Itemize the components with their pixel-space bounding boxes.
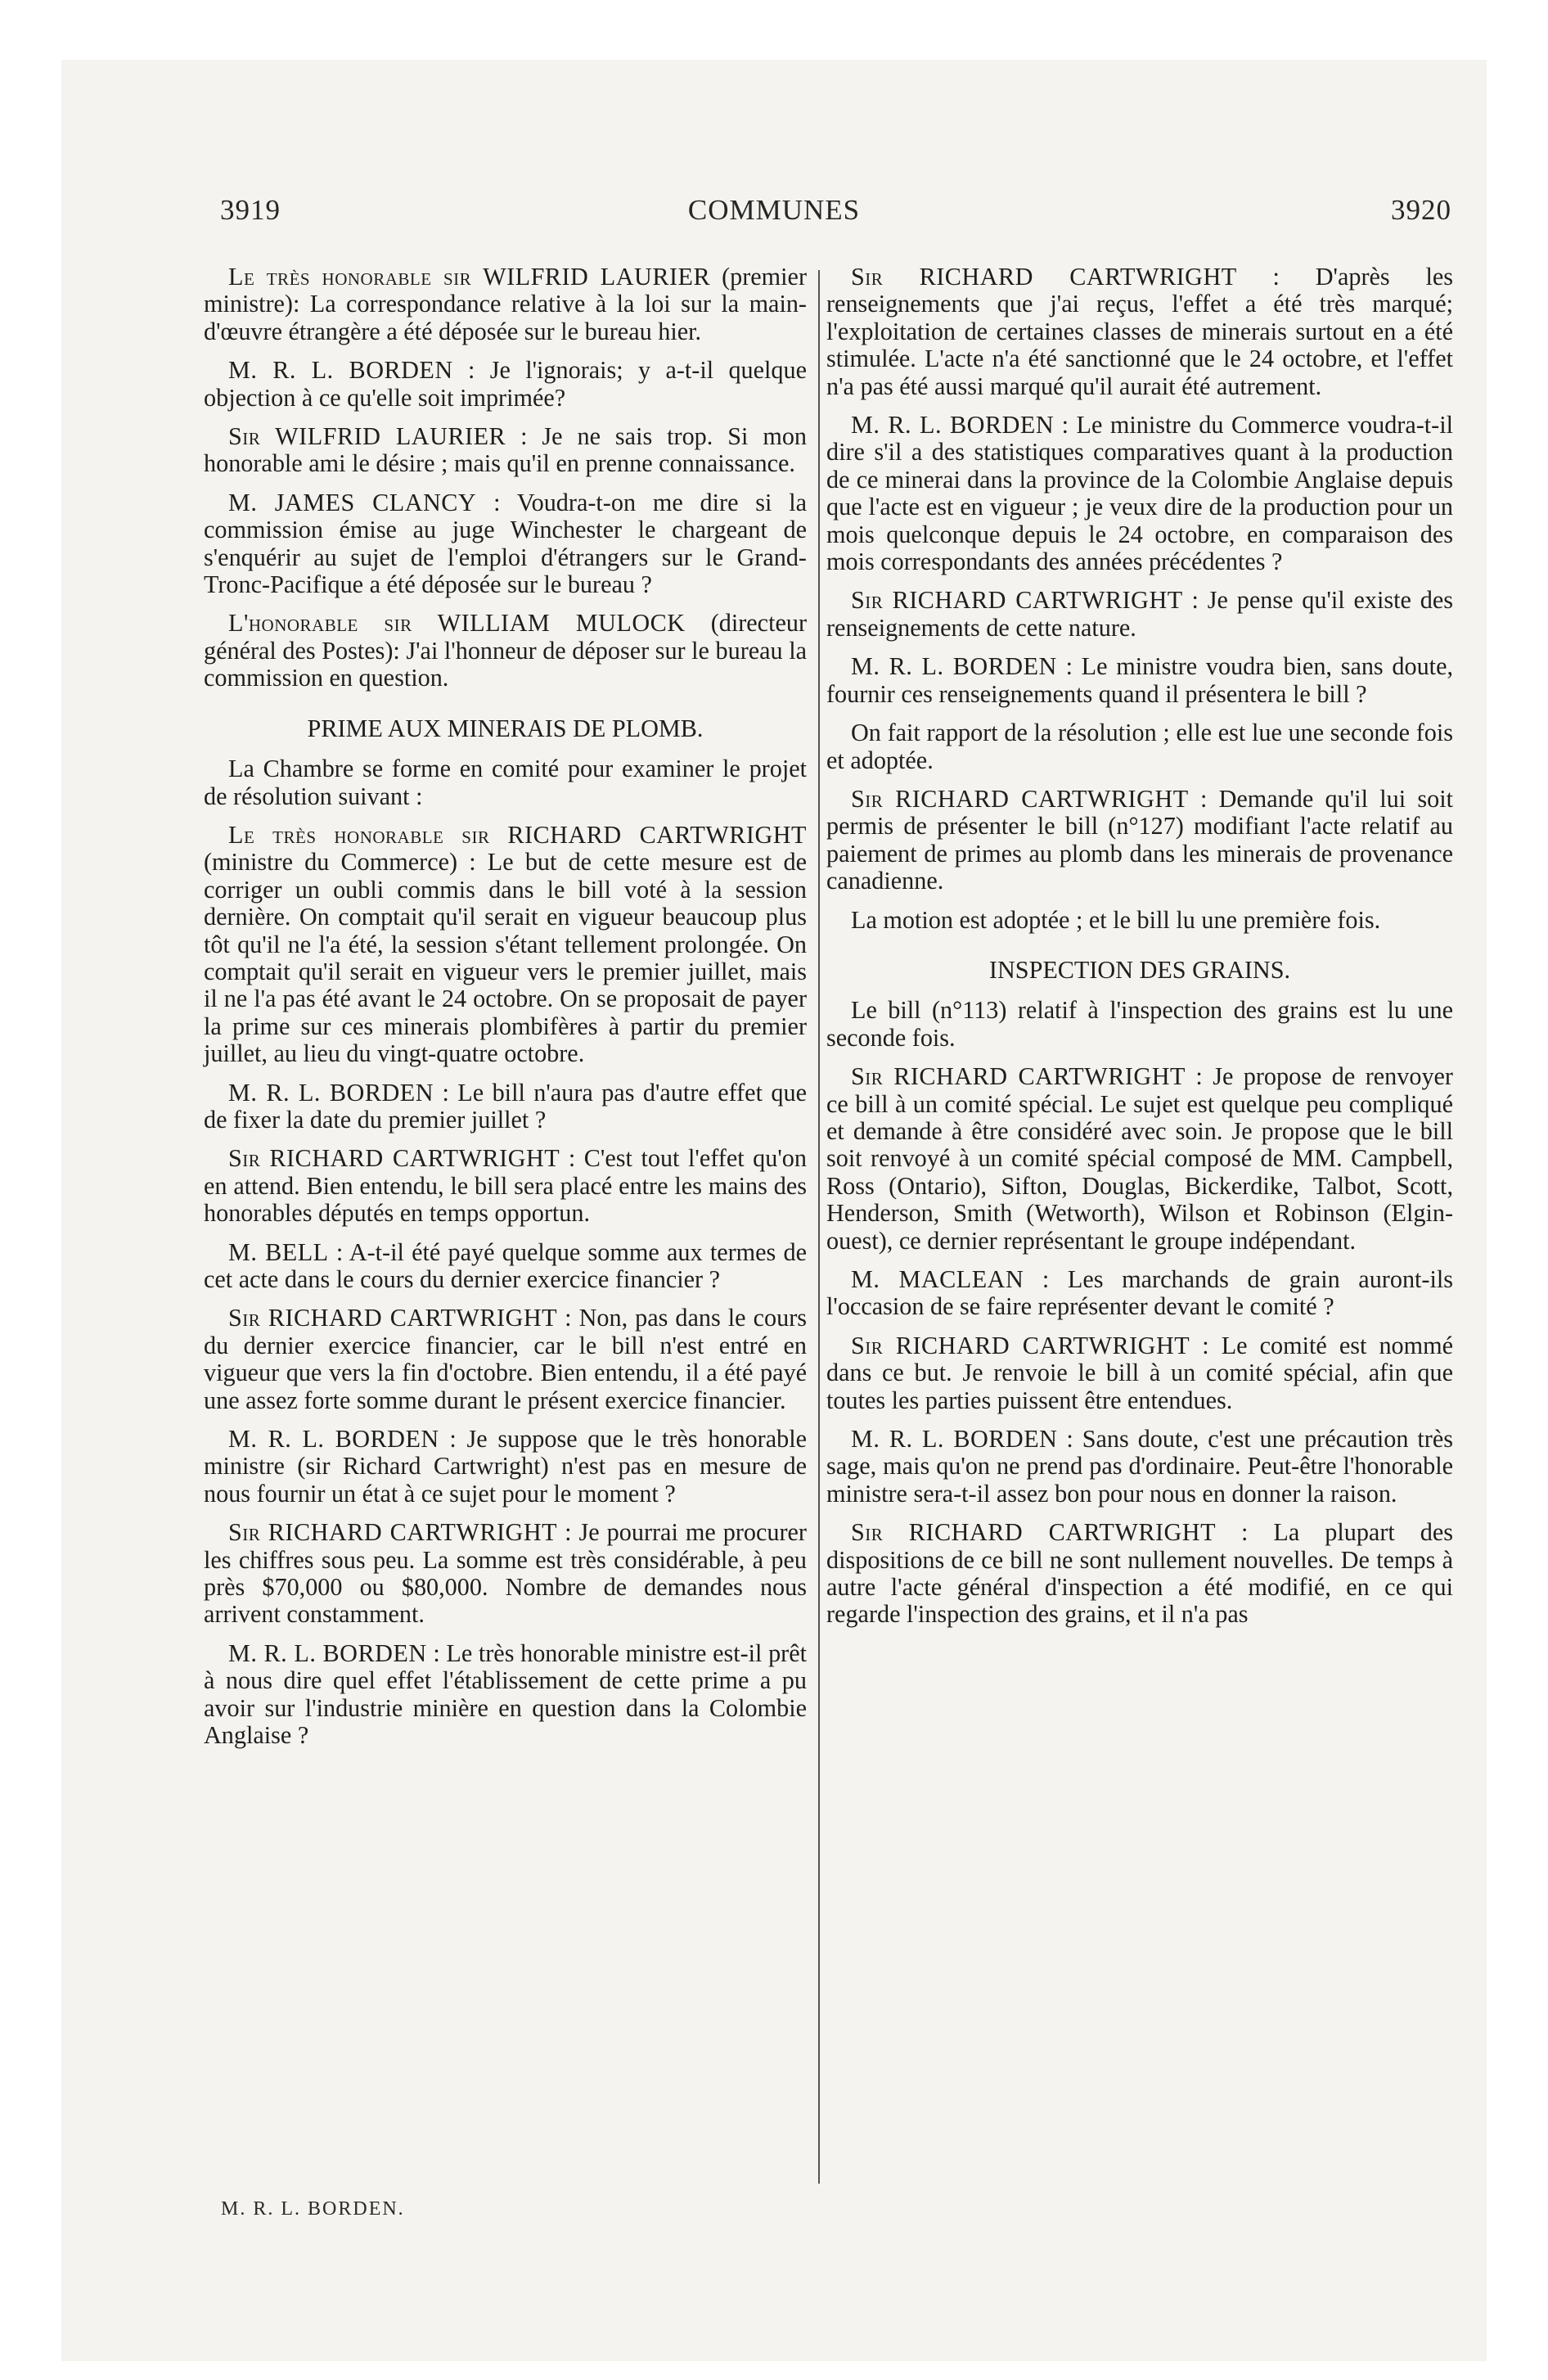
speaker-name: M. R. L. BORDEN <box>228 1078 434 1107</box>
speaker-name: Sir RICHARD CARTWRIGHT <box>851 1518 1217 1547</box>
speech-paragraph <box>826 719 1453 774</box>
left-page-number: 3919 <box>220 194 281 226</box>
speech-text: : Le ministre du Commerce voudra-t-il dire s'il a des statistiques comparatives quant à la production de ce minerai dans la province de la Colombie Anglaise depuis que l'acte est en vigueur ; je veux dire de la production pour un mois quelconque depuis le 24 octobre, en comparaison des mois correspondants des années précédentes ? <box>826 411 1454 576</box>
speaker-name: M. JAMES CLANCY <box>228 488 477 516</box>
speech-text: : Le comité est nommé dans ce but. Je renvoie le bill à un comité spécial, afin que toutes les parties puissent être entendues. <box>826 1331 1454 1414</box>
speech-text: : La plupart des dispositions de ce bill ne sont nullement nouvelles. De temps à autre l'acte général d'inspection a été modifié, en ce qui regarde l'inspection des grains, et il n'a pas <box>826 1518 1453 1629</box>
speech-text: : D'après les renseignements que j'ai reçus, l'effet a été très marqué; l'exploitation de certaines classes de minerais surtout en a été stimulée. L'acte n'a été sanctionné que le 24 octobre, et l'effet n'a pas été aussi marqué qu'il aurait été autrement. <box>826 263 1453 400</box>
speech-text: : A-t-il été payé quelque somme aux termes de cet acte dans le cours du dernier exercice financier ? <box>204 1237 808 1293</box>
speech-text: Le bill (n°113) relatif à l'inspection des grains est lu une seconde fois. <box>826 996 1453 1052</box>
speech-paragraph <box>204 489 807 599</box>
speech-text: (ministre du Commerce) : Le but de cette mesure est de corriger un oubli commis dans le bill voté à la session dernière. On comptait qu'il serait en vigueur beaucoup plus tôt qu'il ne l'a été, la session s'étant tellement prolongée. On comptait qu'il serait en vigueur vers le premier juillet, mais il ne l'a pas été avant le 24 octobre. On se proposait de payer la prime sur ces minerais plombifères à partir du premier juillet, au lieu du vingt-quatre octobre. <box>204 848 807 1068</box>
speech-paragraph <box>826 264 1453 400</box>
speech-text: La Chambre se forme en comité pour examiner le projet de résolution suivant : <box>204 755 807 810</box>
speech-text: : Non, pas dans le cours du dernier exercice financier, car le bill n'est entré en vigueur que vers la fin d'octobre. Bien entendu, il a été payé une assez forte somme durant le présent exercice financier. <box>204 1304 807 1414</box>
speaker-name: Sir RICHARD CARTWRIGHT <box>851 586 1183 615</box>
speech-text: : C'est tout l'effet qu'on en attend. Bien entendu, le bill sera placé entre les mains des honorables députés en temps opportun. <box>204 1144 807 1228</box>
speaker-name: Sir RICHARD CARTWRIGHT <box>228 1304 558 1332</box>
speaker-name: Sir RICHARD CARTWRIGHT <box>851 1331 1190 1359</box>
column-divider <box>818 270 820 2184</box>
speech-paragraph <box>204 1239 807 1294</box>
speaker-name: M. BELL <box>228 1237 329 1266</box>
right-page-number: 3920 <box>1391 194 1451 226</box>
speech-paragraph <box>204 1145 807 1227</box>
speech-paragraph <box>204 1519 807 1629</box>
footer-catchword: M. R. L. BORDEN. <box>221 2198 405 2220</box>
speech-paragraph <box>204 1305 807 1414</box>
section-heading: INSPECTION DES GRAINS. <box>988 955 1291 984</box>
speech-text: : Je l'ignorais; y a-t-il quelque objection à ce qu'elle soit imprimée? <box>204 356 808 412</box>
speech-paragraph <box>826 412 1453 575</box>
speech-text: : Voudra-t-on me dire si la commission émise au juge Winchester le chargeant de s'enquérir au sujet de l'emploi d'étrangers sur le Grand-Tronc-Pacifique a été déposée sur le bureau ? <box>204 488 807 599</box>
speech-paragraph <box>826 997 1453 1052</box>
speech-text: : Le ministre voudra bien, sans doute, fournir ces renseignements quand il présentera le bill ? <box>826 652 1454 708</box>
speech-text: La motion est adoptée ; et le bill lu une première fois. <box>851 905 1381 934</box>
speaker-name: M. R. L. BORDEN <box>851 652 1057 681</box>
speech-paragraph <box>826 1519 1453 1629</box>
speaker-name: M. R. L. BORDEN <box>228 1639 427 1667</box>
speaker-name: Le très honorable sir WILFRID LAURIER <box>228 263 711 291</box>
speaker-name: Sir RICHARD CARTWRIGHT <box>851 784 1189 813</box>
speech-paragraph <box>826 907 1453 934</box>
left-column <box>204 264 807 1761</box>
speaker-name: M. MACLEAN <box>851 1265 1024 1293</box>
speaker-name: L'honorable sir WILLIAM MULOCK <box>228 609 686 638</box>
speech-paragraph <box>204 1080 807 1134</box>
running-title: COMMUNES <box>687 194 861 226</box>
speech-paragraph <box>204 423 807 478</box>
speech-text: : Je ne sais trop. Si mon honorable ami le désire ; mais qu'il en prenne connaissance. <box>204 422 808 478</box>
speech-text: (premier ministre): La correspondance relative à la loi sur la main-d'œuvre étrangère a été déposée sur le bureau hier. <box>204 263 807 345</box>
speech-paragraph <box>826 1332 1453 1414</box>
speech-paragraph <box>826 1426 1453 1508</box>
speech-text: : Je suppose que le très honorable ministre (sir Richard Cartwright) n'est pas en mesure de nous fournir un état à ce sujet pour le moment ? <box>204 1425 808 1508</box>
speech-text: : Je propose de renvoyer ce bill à un comité spécial. Le sujet est quelque peu compliqué et demande à être considéré avec soin. Je propose que le bill soit renvoyé à un comité spécial composé de MM. Campbell, Ross (Ontario), Sifton, Douglas, Bickerdike, Talbot, Scott, Henderson, Smith (Wetworth), Wilson et Robinson (Elgin-ouest), ce dernier représentant le groupe indépendant. <box>826 1062 1453 1255</box>
speech-paragraph <box>204 822 807 1068</box>
speech-paragraph <box>826 1266 1453 1321</box>
speech-text: : Demande qu'il lui soit permis de présenter le bill (n°127) modifiant l'acte relatif au paiement de primes au plomb dans les minerais de provenance canadienne. <box>826 784 1454 895</box>
speech-paragraph <box>204 1426 807 1508</box>
speech-text: : Le très honorable ministre est-il prêt à nous dire quel effet l'établissement de cette prime a pu avoir sur l'industrie minière en question dans la Colombie Anglaise ? <box>204 1639 808 1750</box>
speech-text: : Le bill n'aura pas d'autre effet que de fixer la date du premier juillet ? <box>204 1078 807 1134</box>
speech-paragraph <box>204 610 807 692</box>
speech-paragraph <box>204 264 807 345</box>
speech-paragraph <box>826 1063 1453 1255</box>
speaker-name: Sir RICHARD CARTWRIGHT <box>228 1518 558 1547</box>
speech-paragraph <box>826 653 1453 708</box>
section-heading: PRIME AUX MINERAIS DE PLOMB. <box>307 714 704 742</box>
speaker-name: M. R. L. BORDEN <box>851 411 1055 439</box>
speech-text: : Les marchands de grain auront-ils l'occasion de se faire représenter devant le comité ? <box>826 1265 1454 1321</box>
speaker-name: M. R. L. BORDEN <box>228 1425 439 1454</box>
speaker-name: Sir RICHARD CARTWRIGHT <box>228 1144 560 1173</box>
speech-paragraph <box>204 1640 807 1750</box>
speech-paragraph <box>826 587 1453 642</box>
speech-text: : Je pense qu'il existe des renseignements de cette nature. <box>826 586 1453 642</box>
speaker-name: M. R. L. BORDEN <box>851 1425 1058 1454</box>
speaker-name: Le très honorable sir RICHARD CARTWRIGHT <box>228 820 807 849</box>
speech-paragraph <box>204 357 807 412</box>
speech-text: : Sans doute, c'est une précaution très sage, mais qu'on ne prend pas d'ordinaire. Peut-être l'honorable ministre sera-t-il assez bon pour nous en donner la raison. <box>826 1425 1453 1508</box>
speaker-name: Sir RICHARD CARTWRIGHT <box>851 263 1237 291</box>
speaker-name: M. R. L. BORDEN <box>228 356 453 385</box>
speaker-name: Sir RICHARD CARTWRIGHT <box>851 1062 1186 1091</box>
speech-paragraph <box>826 786 1453 895</box>
speech-text: (directeur général des Postes): J'ai l'honneur de déposer sur le bureau la commission en question. <box>204 609 808 692</box>
speech-text: On fait rapport de la résolution ; elle est lue une seconde fois et adoptée. <box>826 719 1453 774</box>
speech-text: : Je pourrai me procurer les chiffres sous peu. La somme est très considérable, à peu près $70,000 ou $80,000. Nombre de demandes nous arrivent constamment. <box>204 1518 807 1629</box>
speaker-name: Sir WILFRID LAURIER <box>228 422 506 451</box>
speech-paragraph <box>204 755 807 810</box>
right-column <box>826 264 1453 1640</box>
